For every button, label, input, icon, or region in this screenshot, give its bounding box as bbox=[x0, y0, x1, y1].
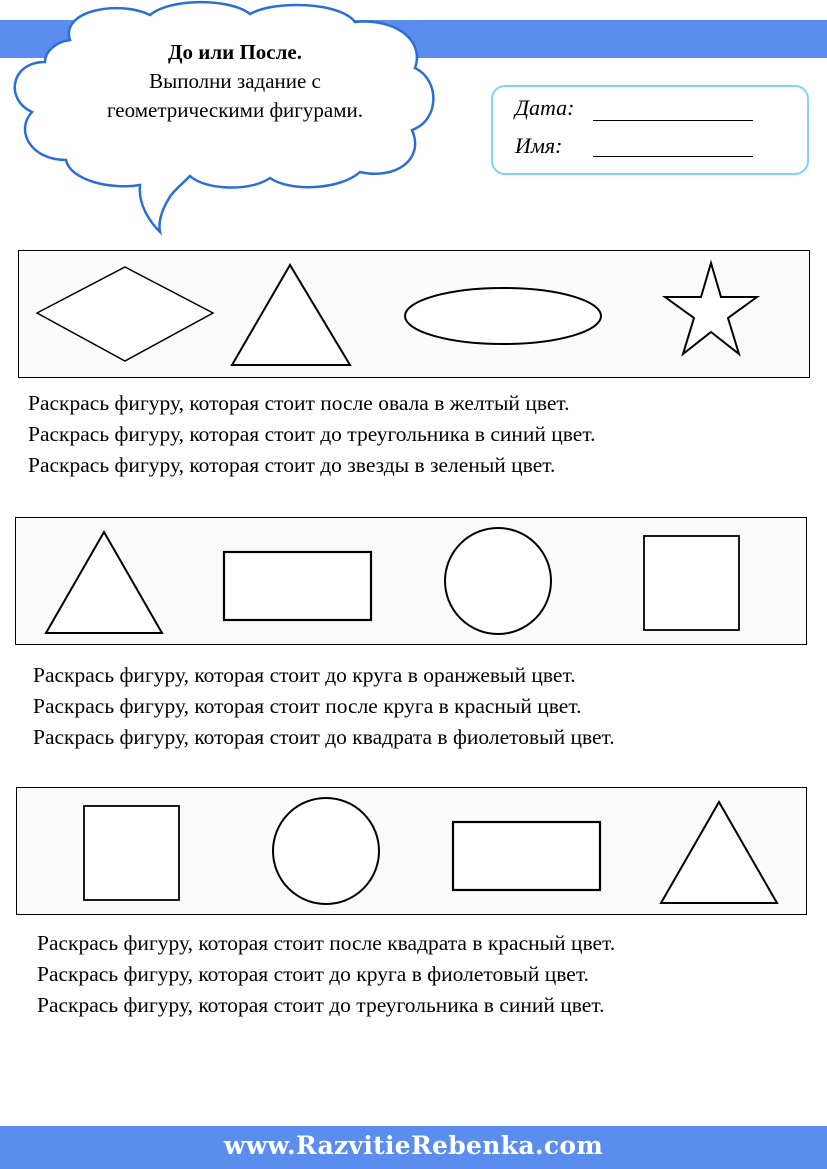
oval-shape[interactable] bbox=[405, 288, 601, 344]
header-text bbox=[40, 38, 430, 125]
instructions-3 bbox=[37, 928, 615, 1021]
instruction-line: Раскрась фигуру, которая стоит до треугольника в синий цвет. bbox=[28, 422, 596, 446]
shapes-panel-1 bbox=[18, 250, 810, 378]
instruction-line: Раскрась фигуру, которая стоит после овала в желтый цвет. bbox=[28, 391, 570, 415]
rectangle-shape[interactable] bbox=[224, 552, 371, 620]
name-label: Имя: bbox=[515, 133, 563, 158]
instruction-line: Раскрась фигуру, которая стоит до треугольника в синий цвет. bbox=[37, 993, 605, 1017]
instruction-line: Раскрась фигуру, которая стоит после круга в красный цвет. bbox=[33, 694, 582, 718]
date-label: Дата: bbox=[515, 95, 575, 120]
rhombus-shape[interactable] bbox=[37, 267, 213, 361]
website-link[interactable]: www.RazvitieRebenka.com bbox=[223, 1131, 604, 1160]
name-date-box bbox=[491, 85, 809, 175]
instruction-line: Раскрась фигуру, которая стоит до звезды в зеленый цвет. bbox=[28, 453, 556, 477]
star-shape[interactable] bbox=[665, 263, 757, 354]
instruction-line: Раскрась фигуру, которая стоит до квадрата в фиолетовый цвет. bbox=[33, 725, 615, 749]
circle-shape[interactable] bbox=[273, 798, 379, 904]
triangle-shape[interactable] bbox=[232, 265, 350, 365]
worksheet-title: До или После. bbox=[168, 40, 302, 64]
rectangle-shape[interactable] bbox=[453, 822, 600, 890]
instruction-line: Раскрась фигуру, которая стоит до круга в оранжевый цвет. bbox=[33, 663, 576, 687]
instruction-line: Раскрась фигуру, которая стоит до круга в фиолетовый цвет. bbox=[37, 962, 589, 986]
instructions-1 bbox=[28, 388, 596, 481]
shapes-panel-3 bbox=[16, 787, 807, 915]
instructions-2 bbox=[33, 660, 615, 753]
triangle-shape[interactable] bbox=[661, 802, 777, 903]
instruction-line: Раскрась фигуру, которая стоит после квадрата в красный цвет. bbox=[37, 931, 616, 955]
triangle-shape[interactable] bbox=[46, 532, 162, 633]
subtitle-line-2: геометрическими фигурами. bbox=[106, 98, 364, 122]
shapes-panel-2 bbox=[15, 517, 807, 645]
circle-shape[interactable] bbox=[445, 528, 551, 634]
date-field[interactable] bbox=[593, 120, 753, 121]
name-field[interactable] bbox=[593, 156, 753, 157]
subtitle-line-1: Выполни задание с bbox=[149, 69, 321, 93]
square-shape[interactable] bbox=[84, 806, 179, 900]
square-shape[interactable] bbox=[644, 536, 739, 630]
